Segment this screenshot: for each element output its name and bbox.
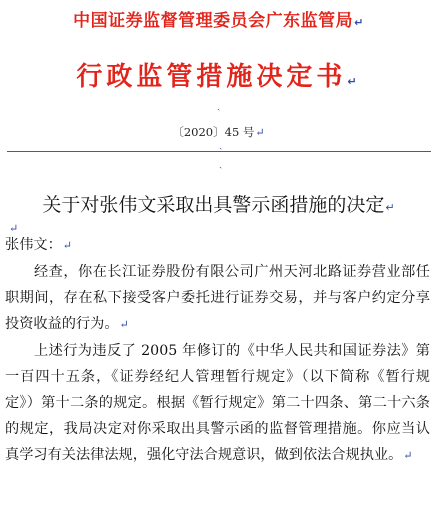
- paragraph-facts-text: 经查，你在长江证券股份有限公司广州天河北路证券营业部任职期间，存在私下接受客户委托进行证券交易，并与客户约定分享投资收益的行为。: [5, 264, 430, 332]
- paragraph-mark-icon: ˏ: [219, 158, 223, 169]
- paragraph-decision: [5, 338, 430, 469]
- paragraph-facts: [5, 259, 430, 338]
- document-title-text: 行政监管措施决定书: [76, 62, 347, 92]
- addressee: [5, 232, 430, 259]
- return-arrow-icon: ↵: [255, 126, 265, 139]
- document-title: [0, 56, 437, 93]
- header-divider: [7, 151, 431, 152]
- paragraph-mark-icon: ˏ: [219, 139, 223, 150]
- document-number: [0, 124, 437, 140]
- return-arrow-icon: ↵: [119, 318, 129, 331]
- decision-title: [0, 190, 437, 217]
- return-arrow-icon: ↵: [403, 449, 413, 462]
- return-arrow-icon: ↵: [9, 222, 19, 235]
- paragraph-decision-text: 上述行为违反了 2005 年修订的《中华人民共和国证券法》第一百四十五条，《证券经纪人管理暂行规定》（以下简称《暂行规定》）第十二条的规定。根据《暂行规定》第二十四条、第二十六条的规定，我局决定对你采取出具警示函的监督管理措施。你应当认真学习有关法律法规，强化守法合规意识，做到依法合规执业。: [5, 343, 430, 463]
- decision-title-text: 关于对张伟文采取出具警示函措施的决定: [42, 194, 385, 216]
- return-arrow-icon: ↵: [385, 201, 395, 214]
- return-arrow-icon: ↵: [354, 16, 364, 29]
- letter-body: [5, 232, 430, 469]
- paragraph-mark-icon: ˏ: [217, 100, 221, 111]
- return-arrow-icon: ↵: [62, 239, 72, 252]
- issuing-organization: [0, 6, 437, 31]
- document-number-text: 〔2020〕45 号: [172, 125, 255, 139]
- return-arrow-icon: ↵: [347, 75, 361, 88]
- organization-name: 中国证券监督管理委员会广东监管局: [73, 11, 354, 31]
- addressee-text: 张伟文：: [5, 237, 62, 253]
